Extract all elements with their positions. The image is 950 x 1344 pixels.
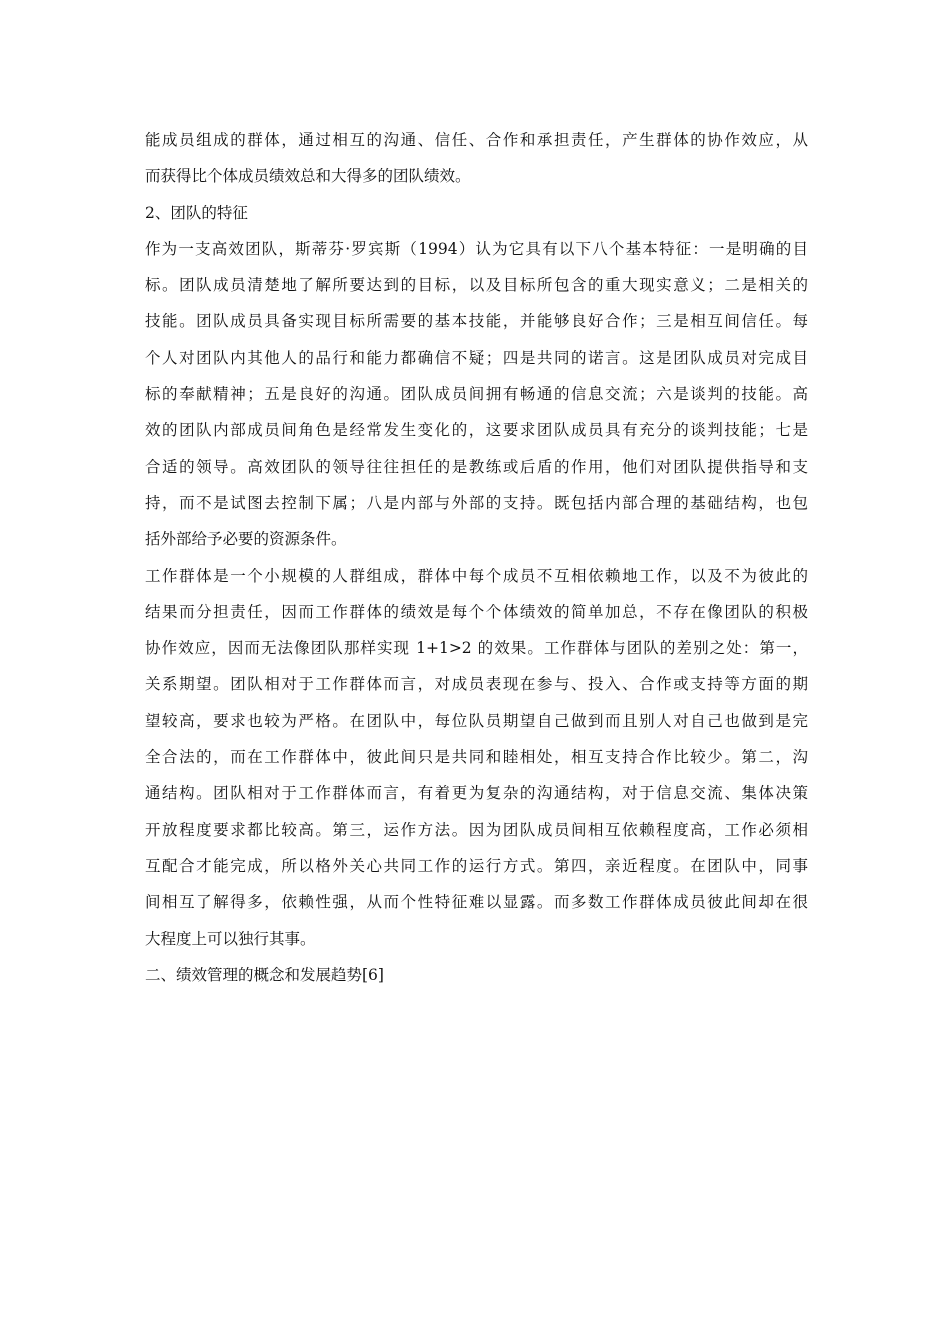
text-line: 标。团队成员清楚地了解所要达到的目标，以及目标所包含的重大现实意义；二是相关的 — [145, 276, 808, 295]
text-line: 技能。团队成员具备实现目标所需要的基本技能，并能够良好合作；三是相互间信任。每 — [145, 312, 808, 331]
text-line: 关系期望。团队相对于工作群体而言，对成员表现在参与、投入、合作或支持等方面的期 — [145, 675, 808, 694]
text-line: 协作效应，因而无法像团队那样实现 1+1>2 的效果。工作群体与团队的差别之处：第一， — [145, 639, 808, 658]
section-heading-performance-management — [145, 957, 808, 993]
text-line: 互配合才能完成，所以格外关心共同工作的运行方式。第四，亲近程度。在团队中，同事 — [145, 856, 808, 875]
heading-line: 2、团队的特征 — [145, 203, 248, 222]
text-line: 能成员组成的群体，通过相互的沟通、信任、合作和承担责任，产生群体的协作效应，从 — [145, 131, 808, 149]
text-line: 合适的领导。高效团队的领导往往担任的是教练或后盾的作用，他们对团队提供指导和支 — [145, 457, 808, 476]
text-line: 全合法的，而在工作群体中，彼此间只是共同和睦相处，相互支持合作比较少。第二，沟 — [145, 748, 808, 767]
text-line: 标的奉献精神；五是良好的沟通。团队成员间拥有畅通的信息交流；六是谈判的技能。高 — [145, 385, 808, 404]
text-line: 作为一支高效团队，斯蒂芬·罗宾斯（1994）认为它具有以下八个基本特征：一是明确的目 — [145, 239, 808, 258]
text-line: 括外部给予必要的资源条件。 — [145, 530, 347, 549]
text-line: 间相互了解得多，依赖性强，从而个性特征难以显露。而多数工作群体成员彼此间却在很 — [145, 893, 808, 912]
section-heading-team-features — [145, 195, 808, 231]
heading-line: 二、绩效管理的概念和发展趋势[6] — [145, 965, 384, 984]
paragraph-team-features — [145, 231, 808, 558]
document-body — [145, 122, 808, 993]
text-line: 工作群体是一个小规模的人群组成，群体中每个成员不互相依赖地工作，以及不为彼此的 — [145, 566, 808, 585]
text-line: 结果而分担责任，因而工作群体的绩效是每个个体绩效的简单加总，不存在像团队的积极 — [145, 602, 808, 621]
text-line: 通结构。团队相对于工作群体而言，有着更为复杂的沟通结构，对于信息交流、集体决策 — [145, 784, 808, 803]
paragraph-team-definition-continued — [145, 122, 808, 195]
text-line: 开放程度要求都比较高。第三，运作方法。因为团队成员间相互依赖程度高，工作必须相 — [145, 820, 808, 839]
text-line: 效的团队内部成员间角色是经常发生变化的，这要求团队成员具有充分的谈判技能；七是 — [145, 421, 808, 440]
text-line: 持，而不是试图去控制下属；八是内部与外部的支持。既包括内部合理的基础结构，也包 — [145, 493, 808, 512]
text-line: 大程度上可以独行其事。 — [145, 929, 316, 948]
text-line: 望较高，要求也较为严格。在团队中，每位队员期望自己做到而且别人对自己也做到是完 — [145, 711, 808, 730]
text-line: 个人对团队内其他人的品行和能力都确信不疑；四是共同的诺言。这是团队成员对完成目 — [145, 348, 808, 367]
paragraph-work-group-vs-team — [145, 558, 808, 957]
text-line: 而获得比个体成员绩效总和大得多的团队绩效。 — [145, 167, 471, 186]
